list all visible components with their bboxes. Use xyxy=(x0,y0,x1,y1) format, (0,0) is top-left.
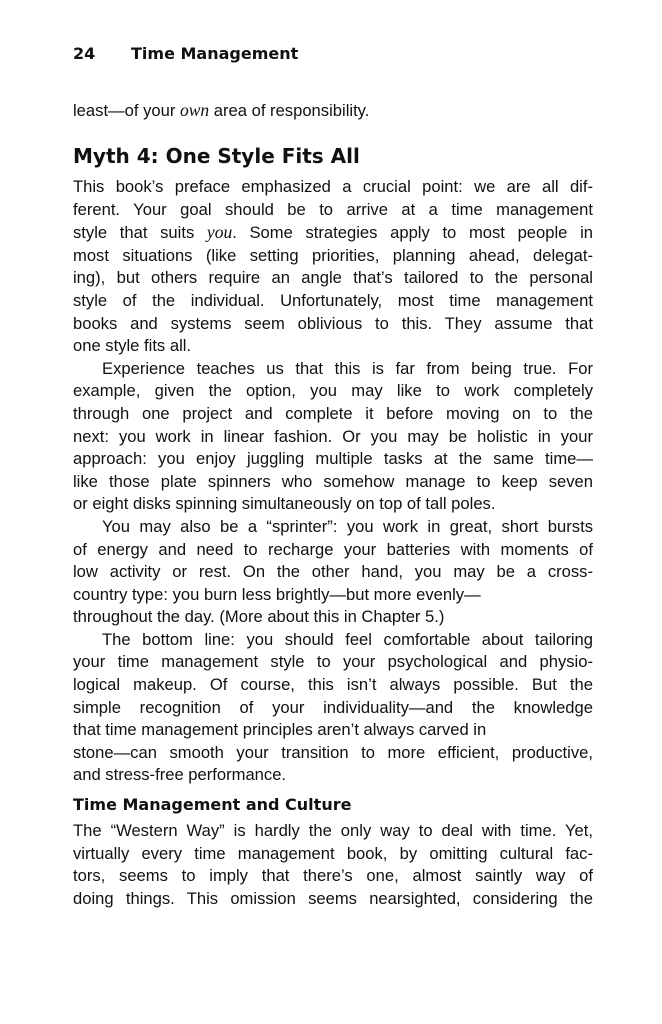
text-line: throughout the day. (More about this in Chapter 5.) xyxy=(73,607,445,627)
text-line: approach: you enjoy juggling multiple tasks at the same time— xyxy=(73,449,593,469)
carryover-emphasis: own xyxy=(179,100,210,120)
text-line: You may also be a “sprinter”: you work in great, short bursts xyxy=(102,516,593,536)
text-line: virtually every time management book, by omitting cultural fac- xyxy=(73,843,593,863)
text-line: doing things. This omission seems nearsighted, considering the xyxy=(73,888,593,908)
running-header xyxy=(73,44,298,64)
text-line: or eight disks spinning simultaneously on top of tall poles. xyxy=(73,494,496,514)
text-line: ferent. Your goal should be to arrive at a time management xyxy=(73,199,593,219)
text-line: most situations (like setting priorities, planning ahead, delegat- xyxy=(73,245,593,265)
text-line xyxy=(73,221,593,245)
section-heading: Myth 4: One Style Fits All xyxy=(73,144,360,168)
text-line: next: you work in linear fashion. Or you may be holistic in your xyxy=(73,426,593,446)
section-body xyxy=(73,176,593,787)
subsection-heading: Time Management and Culture xyxy=(73,795,352,814)
text-run: . Some strategies apply to most people in xyxy=(232,223,593,243)
text-line: country type: you burn less brightly—but more evenly— xyxy=(73,584,481,604)
text-line: books and systems seem oblivious to this. They assume that xyxy=(73,313,593,333)
text-line: one style fits all. xyxy=(73,336,192,356)
text-line: Experience teaches us that this is far from being true. For xyxy=(102,358,593,378)
text-line: The bottom line: you should feel comfortable about tailoring xyxy=(102,629,593,649)
book-title: Time Management xyxy=(131,44,299,63)
text-line: like those plate spinners who somehow manage to keep seven xyxy=(73,471,593,491)
text-line: The “Western Way” is hardly the only way to deal with time. Yet, xyxy=(73,821,593,840)
text-line: simple recognition of your individuality—and the knowledge xyxy=(73,697,593,717)
carryover-tail: area of responsibility. xyxy=(209,101,370,120)
text-line: logical makeup. Of course, this isn’t always possible. But the xyxy=(73,675,593,695)
text-line: example, given the option, you may like to work completely xyxy=(73,381,593,401)
text-line: of energy and need to recharge your batteries with moments of xyxy=(73,539,593,559)
emphasis-you: you xyxy=(206,222,233,243)
text-line: and stress-free performance. xyxy=(73,765,287,785)
page-number: 24 xyxy=(73,44,96,63)
text-line: This book’s preface emphasized a crucial point: we are all dif- xyxy=(73,177,593,196)
text-line: that time management principles aren’t always carved in xyxy=(73,720,487,740)
carryover-lead: least—of your xyxy=(73,101,180,120)
text-line: low activity or rest. On the other hand, you may be a cross- xyxy=(73,562,593,582)
text-run: style that suits xyxy=(73,223,207,243)
subsection-body xyxy=(73,820,593,910)
text-line: tors, seems to imply that there’s one, almost saintly way of xyxy=(73,866,593,886)
carryover-line xyxy=(73,99,593,123)
text-line: ing), but others require an angle that’s tailored to the personal xyxy=(73,268,593,288)
text-line: stone—can smooth your transition to more efficient, productive, xyxy=(73,742,593,762)
text-line: your time management style to your psychological and physio- xyxy=(73,652,593,672)
text-line: through one project and complete it before moving on to the xyxy=(73,403,593,423)
text-line: style of the individual. Unfortunately, most time management xyxy=(73,290,593,310)
